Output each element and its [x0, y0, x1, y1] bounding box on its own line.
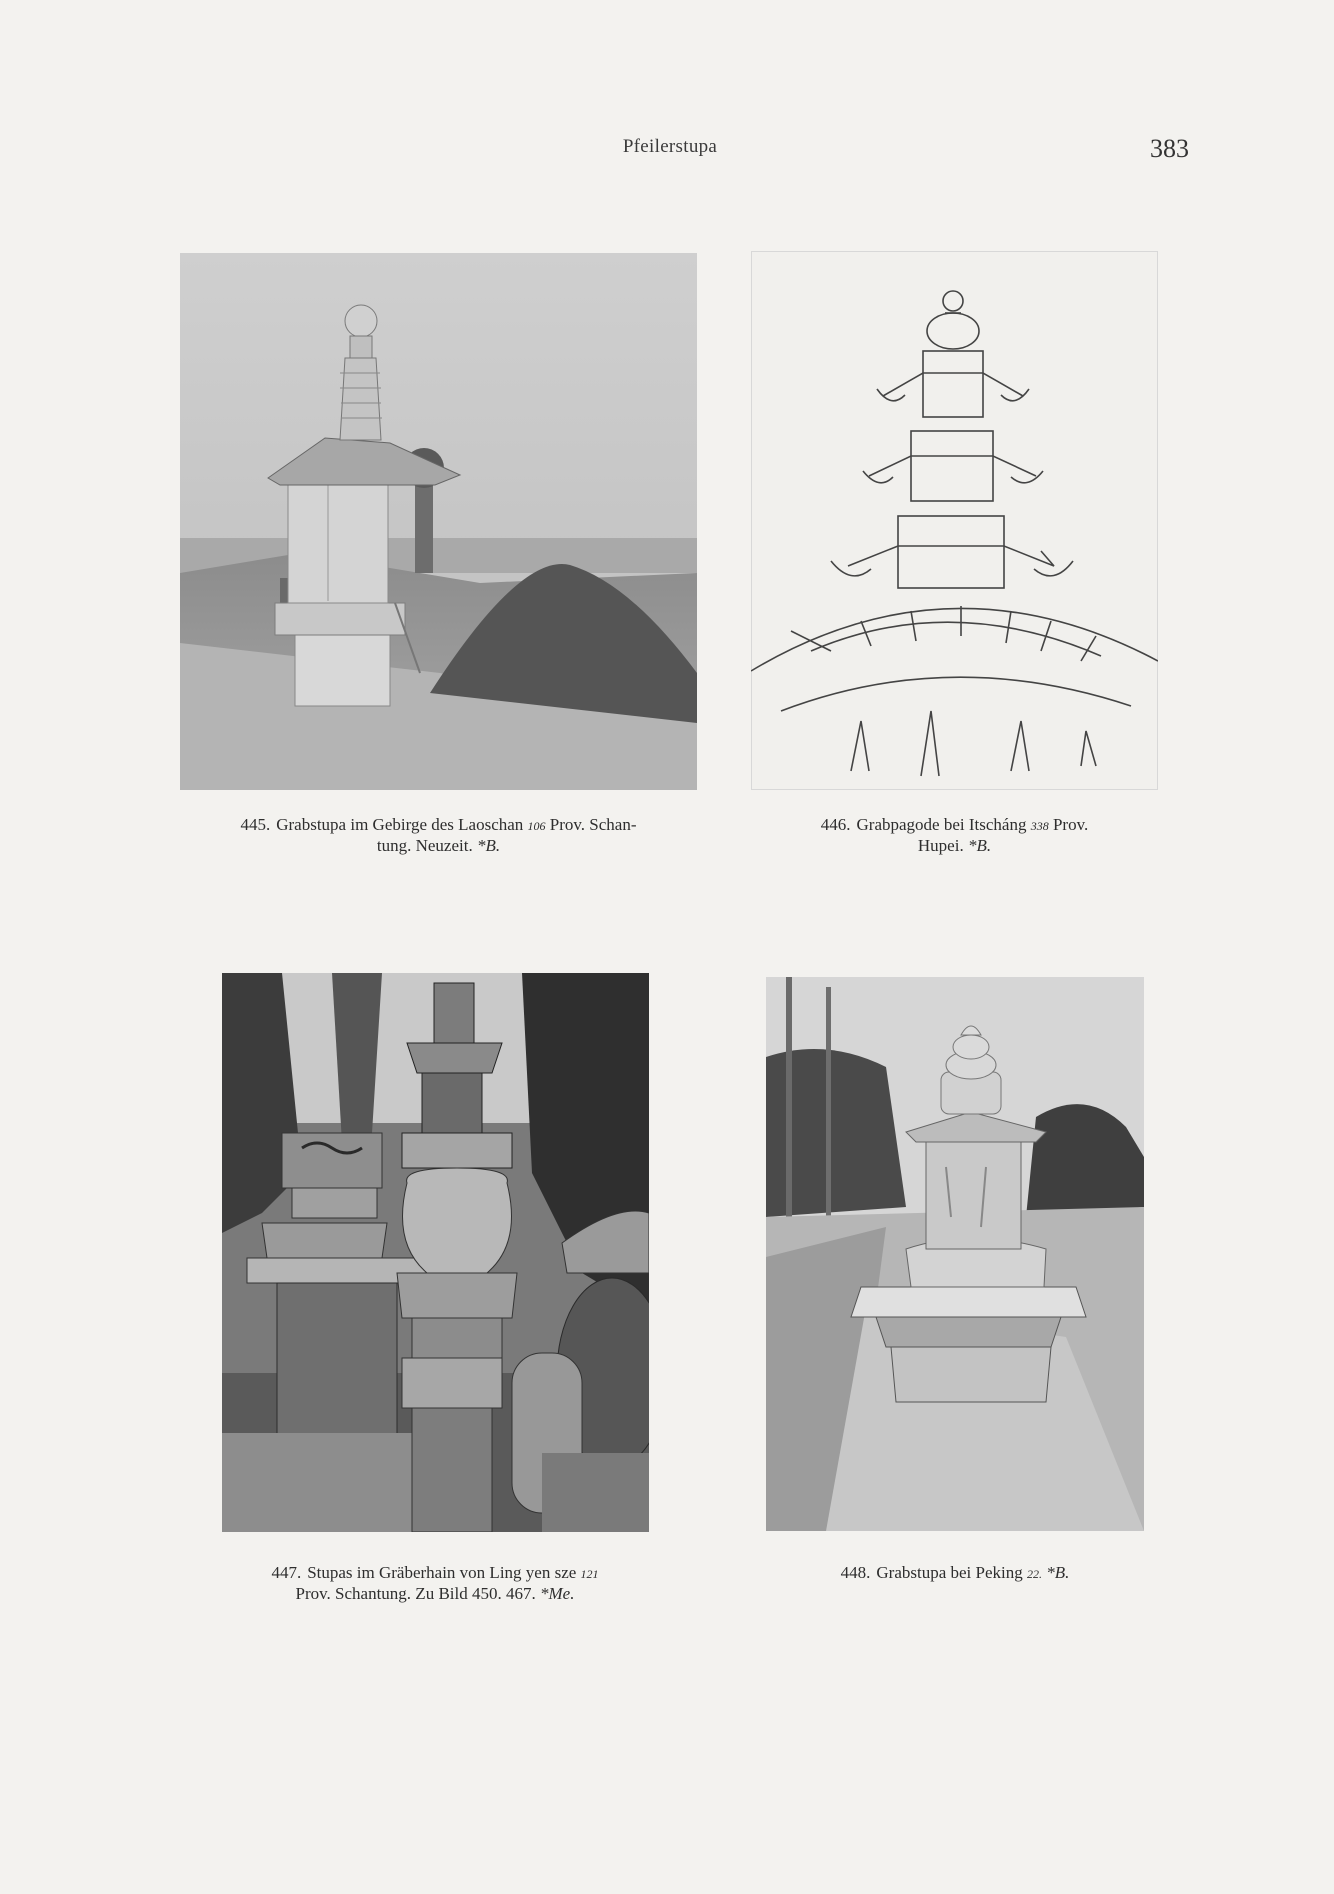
- caption-447: [200, 1563, 670, 1604]
- figure-number: 447.: [271, 1563, 302, 1582]
- caption-text: tung. Neuzeit.: [376, 836, 473, 855]
- caption-text: Grabpagode bei Itscháng: [856, 815, 1027, 834]
- caption-446: [751, 815, 1158, 856]
- photo-source: *B.: [967, 836, 992, 855]
- photo-source: *B.: [1046, 1563, 1070, 1582]
- figure-number: 448.: [840, 1563, 871, 1582]
- caption-text: Prov. Schan-: [549, 815, 637, 834]
- caption-448: [766, 1563, 1144, 1584]
- photo-source: *Me.: [539, 1584, 575, 1603]
- reference-number: 106: [527, 819, 546, 833]
- reference-number: 121: [580, 1567, 599, 1581]
- caption-text: Stupas im Gräberhain von Ling yen sze: [307, 1563, 577, 1582]
- caption-text: Prov.: [1052, 815, 1089, 834]
- figure-number: 446.: [820, 815, 851, 834]
- caption-text: Grabstupa im Gebirge des Laoschan: [276, 815, 524, 834]
- caption-445: [180, 815, 697, 856]
- caption-text: Grabstupa bei Peking: [876, 1563, 1023, 1582]
- photo-445-grave-stupa-laoschan: [180, 253, 697, 790]
- photo-448-grave-stupa-peking: [766, 977, 1144, 1531]
- photo-source: *B.: [476, 836, 501, 855]
- reference-number: 22.: [1026, 1567, 1042, 1581]
- running-title: Pfeilerstupa: [622, 136, 718, 157]
- page-number: 383: [1150, 134, 1189, 163]
- reference-number: 338: [1030, 819, 1049, 833]
- drawing-446-grave-pagoda-itschang: [751, 251, 1158, 790]
- caption-text: Prov. Schantung. Zu Bild 450. 467.: [295, 1584, 536, 1603]
- photo-447-stupas-ling-yen-sze: [222, 973, 649, 1532]
- figure-number: 445.: [240, 815, 271, 834]
- caption-text: Hupei.: [917, 836, 964, 855]
